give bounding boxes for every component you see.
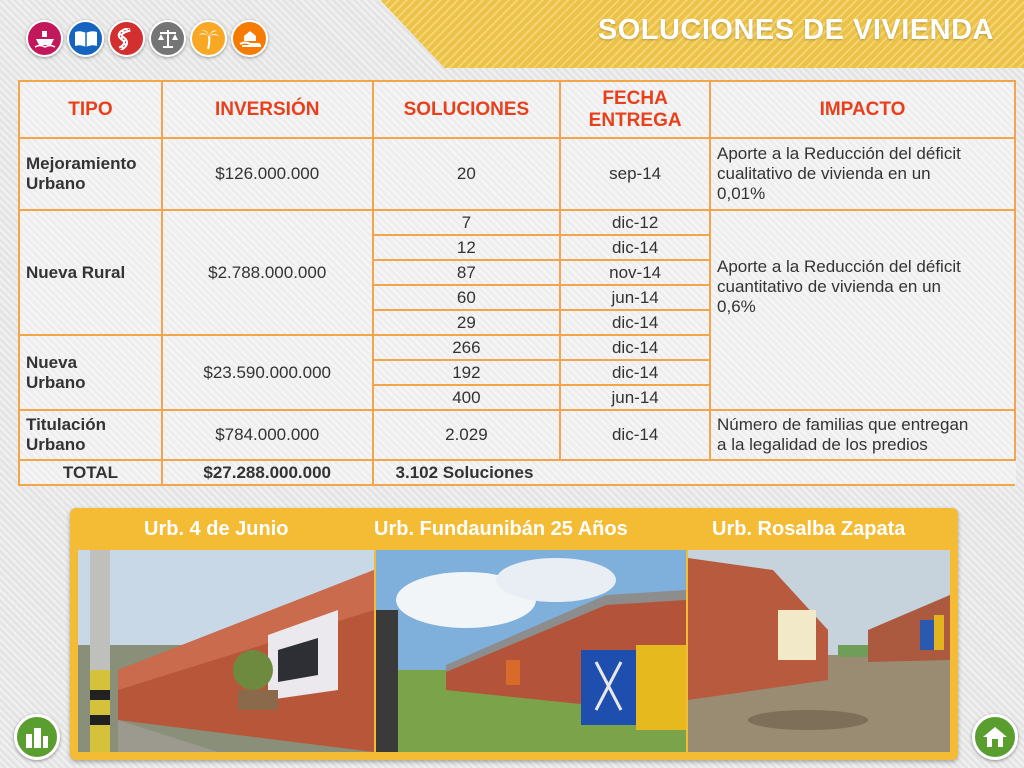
soluciones-cell: 192 [373,360,561,385]
photo-label: Urb. Rosalba Zapata [712,518,906,540]
category-icon-bar [26,20,268,57]
housing-solutions-table [18,80,1016,486]
tipo-line: Urbano [26,174,86,193]
soluciones-cell: 7 [373,210,561,235]
hand-house-icon[interactable] [231,20,268,57]
ship-icon[interactable] [26,20,63,57]
table-row [19,138,1015,210]
soluciones-cell: 2.029 [373,410,561,460]
soluciones-cell: 12 [373,235,561,260]
header-fecha-entrega [560,81,710,138]
tipo-cell [19,410,162,460]
soluciones-cell: 87 [373,260,561,285]
tipo-line: Mejoramiento [26,154,137,173]
header-fecha-line2: ENTREGA [588,109,682,131]
justice-scale-icon[interactable] [149,20,186,57]
table-row [19,410,1015,460]
photo-gallery [70,508,958,760]
tipo-cell [19,335,162,410]
tipo-cell: Nueva Rural [19,210,162,335]
tipo-line: Urbano [26,435,86,454]
housing-photo [376,550,686,752]
soluciones-cell: 29 [373,310,561,335]
fecha-cell: dic-14 [560,235,710,260]
header-tipo: TIPO [19,81,162,138]
total-inversion: $27.288.000.000 [162,460,373,485]
soluciones-cell: 266 [373,335,561,360]
table-row [19,210,1015,235]
tipo-line: Titulación [26,415,106,434]
impacto-line: Número de familias que entregan [717,415,969,434]
soluciones-cell: 20 [373,138,561,210]
photo-label: Urb. 4 de Junio [144,518,289,540]
housing-photo [78,550,374,752]
tipo-cell [19,138,162,210]
fecha-cell: dic-14 [560,410,710,460]
housing-photo [688,550,950,752]
fecha-cell: jun-14 [560,385,710,410]
impacto-line: Aporte a la Reducción del déficit [717,144,961,163]
inversion-cell: $784.000.000 [162,410,373,460]
tipo-line: Nueva [26,352,78,372]
total-label: TOTAL [19,460,162,485]
impacto-line: 0,6% [717,297,756,316]
soluciones-cell: 60 [373,285,561,310]
home-icon[interactable] [972,714,1018,760]
impacto-line: cualitativo de vivienda en un [717,164,931,183]
fecha-cell: sep-14 [560,138,710,210]
impacto-cell [710,410,1015,460]
soluciones-cell: 400 [373,385,561,410]
page-title: SOLUCIONES DE VIVIENDA [597,14,994,46]
impacto-cell [710,210,1015,410]
inversion-cell: $23.590.000.000 [162,335,373,410]
impacto-line: 0,01% [717,184,766,203]
total-soluciones: 3.102 Soluciones [373,460,1015,485]
fecha-cell: jun-14 [560,285,710,310]
tipo-line: Urbano [26,372,86,392]
inversion-cell: $126.000.000 [162,138,373,210]
fecha-cell: nov-14 [560,260,710,285]
photo-label: Urb. Fundaunibán 25 Años [374,518,628,540]
header-inversion: INVERSIÓN [162,81,373,138]
impacto-line: Aporte a la Reducción del déficit [717,257,961,276]
inversion-cell: $2.788.000.000 [162,210,373,335]
header-soluciones: SOLUCIONES [373,81,561,138]
fecha-cell: dic-12 [560,210,710,235]
impacto-line: a la legalidad de los predios [717,435,928,454]
fecha-cell: dic-14 [560,310,710,335]
city-icon[interactable] [14,714,60,760]
table-header-row [19,81,1015,138]
impacto-cell [710,138,1015,210]
header-impacto: IMPACTO [710,81,1015,138]
fecha-cell: dic-14 [560,360,710,385]
palm-tree-icon[interactable] [190,20,227,57]
book-icon[interactable] [67,20,104,57]
fecha-cell: dic-14 [560,335,710,360]
impacto-line: cuantitativo de vivienda en un [717,277,942,296]
road-icon[interactable] [108,20,145,57]
total-row [19,460,1015,485]
header-fecha-line1: FECHA [602,87,668,109]
